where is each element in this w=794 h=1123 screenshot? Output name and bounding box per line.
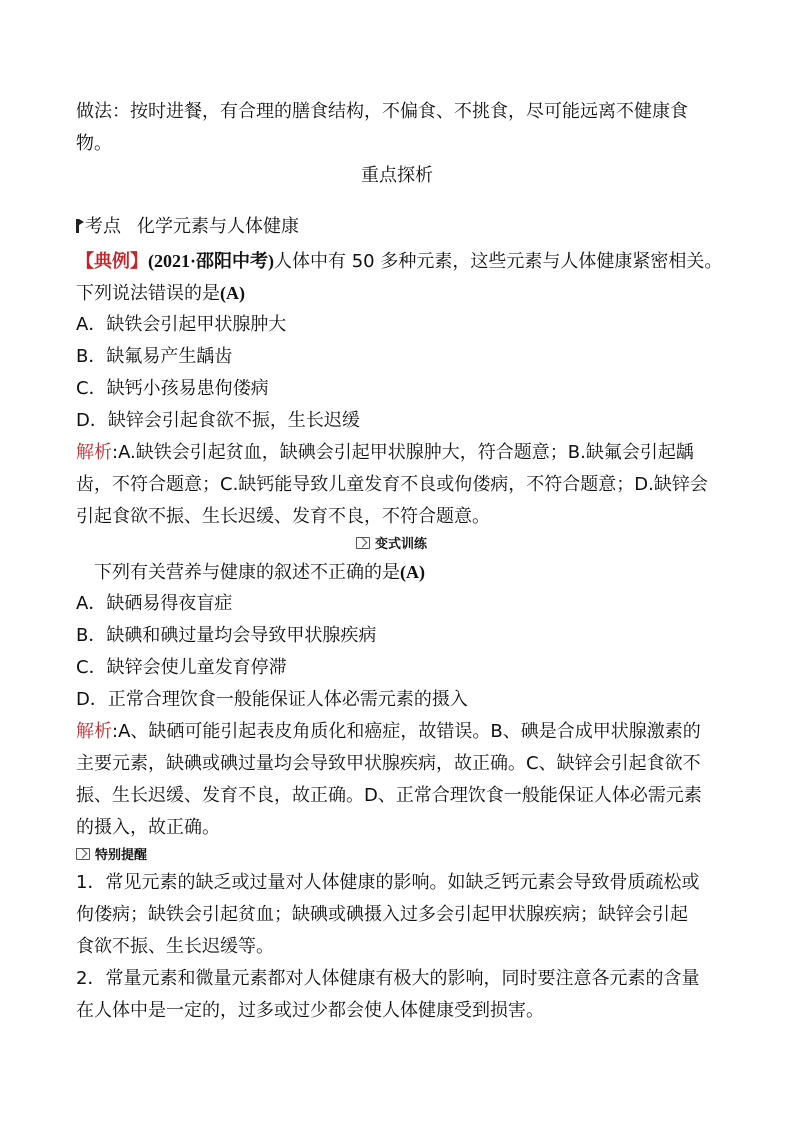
example-analysis-line-3: 引起食欲不振、生长迟缓、发育不良，不符合题意。 [76,506,490,527]
reminder-p2-line-1: 2．常量元素和微量元素都对人体健康有极大的影响，同时要注意各元素的含量 [76,968,700,989]
variant-analysis-line-2: 主要元素，缺碘或碘过量均会导致甲状腺疾病，故正确。C、缺锌会引起食欲不 [76,753,701,774]
reminder-p1-line-2: 佝偻病；缺铁会引起贫血；缺碘或碘摄入过多会引起甲状腺疾病；缺锌会引起 [76,904,688,925]
example-option-b: B．缺氟易产生龋齿 [76,346,233,367]
example-stem-text: 人体中有 50 多种元素，这些元素与人体健康紧密相关。 [274,251,723,272]
variant-analysis-line-3: 振、生长迟缓、发育不良，故正确。D、正常合理饮食一般能保证人体必需元素 [76,785,702,806]
example-option-d: D．缺锌会引起食欲不振，生长迟缓 [76,410,360,431]
example-analysis-line-1: 解析:A.缺铁会引起贫血，缺碘会引起甲状腺肿大，符合题意；B.缺氟会引起龋 [76,442,694,463]
example-analysis-line-2: 齿，不符合题意；C.缺钙能导致儿童发育不良或佝偻病，不符合题意；D.缺锌会 [76,474,708,495]
example-tag: 【典例】 [76,251,148,272]
kaodian-heading [76,211,726,243]
reminder-p1-line-3: 食欲不振、生长迟缓等。 [76,936,274,957]
example-option-a: A．缺铁会引起甲状腺肿大 [76,314,287,335]
section-marker-icon [356,537,370,549]
reminder-p1-line-1: 1．常见元素的缺乏或过量对人体健康的影响。如缺乏钙元素会导致骨质疏松或 [76,872,700,893]
kaodian-label: 考点 [85,216,121,237]
example-stem-line-1 [76,245,726,278]
example-answer: (A) [220,283,245,303]
kaodian-topic: 化学元素与人体健康 [137,216,299,237]
intro-line-1: 做法：按时进餐，有合理的膳食结构，不偏食、不挑食，尽可能远离不健康食 [76,101,688,122]
example-stem-line-2: 下列说法错误的是(A) [76,283,245,304]
variant-option-d: D．正常合理饮食一般能保证人体必需元素的摄入 [76,689,468,710]
variant-heading: 变式训练 [356,535,427,555]
variant-option-b: B．缺碘和碘过量均会导致甲状腺疾病 [76,625,377,646]
variant-analysis-label: 解析 [76,721,112,742]
section-marker-icon [76,848,90,860]
example-analysis-label: 解析 [76,442,112,463]
reminder-p2-line-2: 在人体中是一定的，过多或过少都会使人体健康受到损害。 [76,1000,544,1021]
example-option-c: C．缺钙小孩易患佝偻病 [76,378,269,399]
variant-analysis-line-4: 的摄入，故正确。 [76,817,220,838]
section-title: 重点探析 [361,165,433,186]
intro-line-2: 物。 [76,133,112,154]
variant-analysis-line-1: 解析:A、缺硒可能引起表皮角质化和癌症，故错误。B、碘是合成甲状腺激素的 [76,721,701,742]
variant-answer: (A) [400,562,425,582]
example-source: (2021·邵阳中考) [148,251,274,271]
flag-icon [76,219,79,233]
variant-stem: 下列有关营养与健康的叙述不正确的是(A) [94,562,425,583]
variant-option-c: C．缺锌会使儿童发育停滞 [76,657,287,678]
reminder-heading: 特别提醒 [76,846,147,866]
variant-option-a: A．缺硒易得夜盲症 [76,593,233,614]
